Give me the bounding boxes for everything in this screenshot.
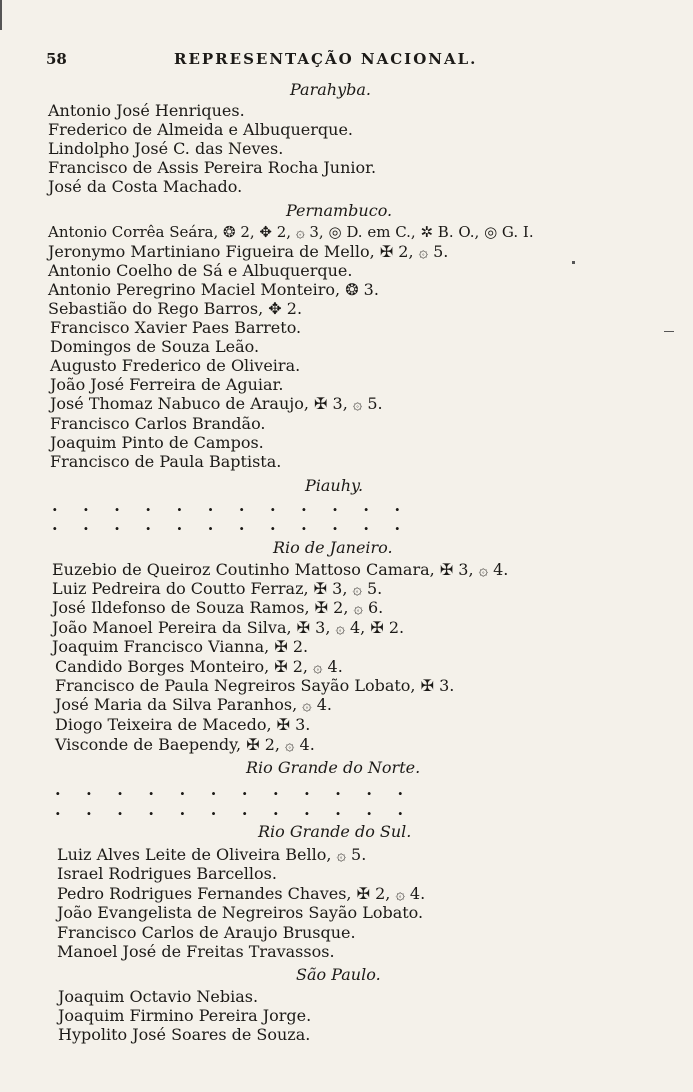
member-line: João José Ferreira de Aguiar. — [50, 375, 284, 394]
scan-edge-mark — [0, 0, 2, 30]
member-line: José da Costa Machado. — [48, 177, 243, 196]
section-heading-rio-grande-do-norte: Rio Grande do Norte. — [246, 758, 421, 777]
member-line: Francisco Carlos Brandão. — [50, 414, 266, 433]
member-line: Francisco Carlos de Araujo Brusque. — [57, 923, 356, 942]
member-line: Diogo Teixeira de Macedo, ✠ 3. — [55, 715, 311, 734]
page-header — [46, 50, 493, 72]
member-line: Joaquim Pinto de Campos. — [50, 433, 264, 452]
member-line: Jeronymo Martiniano Figueira de Mello, ✠ 2, ۞ 5. — [48, 242, 449, 261]
member-line: Luiz Alves Leite de Oliveira Bello, ۞ 5. — [57, 845, 367, 864]
member-line: Francisco de Paula Negreiros Sayão Lobato, ✠ 3. — [55, 676, 455, 695]
member-line: Sebastião do Rego Barros, ✥ 2. — [48, 299, 303, 318]
page-number: 58 — [46, 50, 67, 68]
member-line: Frederico de Almeida e Albuquerque. — [48, 120, 354, 139]
section-heading-rio-grande-do-sul: Rio Grande do Sul. — [258, 822, 412, 841]
member-line: Joaquim Firmino Pereira Jorge. — [58, 1006, 312, 1025]
member-line: Lindolpho José C. das Neves. — [48, 139, 284, 158]
member-line: Francisco de Assis Pereira Rocha Junior. — [48, 158, 377, 177]
member-line: Manoel José de Freitas Travassos. — [57, 942, 335, 961]
section-heading-pernambuco: Pernambuco. — [286, 201, 393, 220]
member-line: Pedro Rodrigues Fernandes Chaves, ✠ 2, ۞ 4. — [57, 884, 426, 903]
member-line: Domingos de Souza Leão. — [50, 337, 260, 356]
member-line: José Ildefonso de Souza Ramos, ✠ 2, ۞ 6. — [52, 598, 384, 617]
member-line: João Evangelista de Negreiros Sayão Lobato. — [57, 903, 424, 922]
member-line: José Thomaz Nabuco de Araujo, ✠ 3, ۞ 5. — [50, 394, 383, 413]
member-line: Candido Borges Monteiro, ✠ 2, ۞ 4. — [55, 657, 343, 676]
member-line: Antonio José Henriques. — [48, 101, 245, 120]
member-line: Antonio Coelho de Sá e Albuquerque. — [48, 261, 353, 280]
ellipsis-row: . . . . . . . . . . . . — [55, 800, 414, 819]
member-line: Francisco de Paula Baptista. — [50, 452, 282, 471]
section-heading-piauhy: Piauhy. — [305, 476, 364, 495]
scan-speck — [572, 261, 575, 264]
member-line: Hypolito José Soares de Souza. — [58, 1025, 311, 1044]
member-line: Antonio Corrêa Seára, ❂ 2, ✥ 2, ۞ 3, ◎ D. em C., ✲ B. O., ◎ G. I. — [48, 223, 534, 241]
section-heading-parahyba: Parahyba. — [290, 80, 371, 99]
section-heading-sao-paulo: São Paulo. — [296, 965, 381, 984]
member-line: Luiz Pedreira do Coutto Ferraz, ✠ 3, ۞ 5. — [52, 579, 383, 598]
member-line: Israel Rodrigues Barcellos. — [57, 864, 277, 883]
ellipsis-row: . . . . . . . . . . . . — [55, 780, 414, 799]
member-line: Visconde de Baependy, ✠ 2, ۞ 4. — [55, 735, 315, 754]
ellipsis-row: . . . . . . . . . . . . — [52, 515, 411, 534]
member-line: Augusto Frederico de Oliveira. — [50, 356, 301, 375]
member-line: Francisco Xavier Paes Barreto. — [50, 318, 302, 337]
scan-edge-mark — [664, 331, 674, 332]
running-title: REPRESENTAÇÃO NACIONAL. — [174, 50, 478, 68]
member-line: Euzebio de Queiroz Coutinho Mattoso Camara, ✠ 3, ۞ 4. — [52, 560, 509, 579]
member-line: João Manoel Pereira da Silva, ✠ 3, ۞ 4, ✠ 2. — [52, 618, 405, 637]
member-line: Antonio Peregrino Maciel Monteiro, ❂ 3. — [48, 280, 379, 299]
member-line: Joaquim Francisco Vianna, ✠ 2. — [52, 637, 309, 656]
member-line: Joaquim Octavio Nebias. — [58, 987, 259, 1006]
ellipsis-row: . . . . . . . . . . . . — [52, 496, 411, 515]
section-heading-rio-de-janeiro: Rio de Janeiro. — [273, 538, 393, 557]
member-line: José Maria da Silva Paranhos, ۞ 4. — [55, 695, 332, 714]
